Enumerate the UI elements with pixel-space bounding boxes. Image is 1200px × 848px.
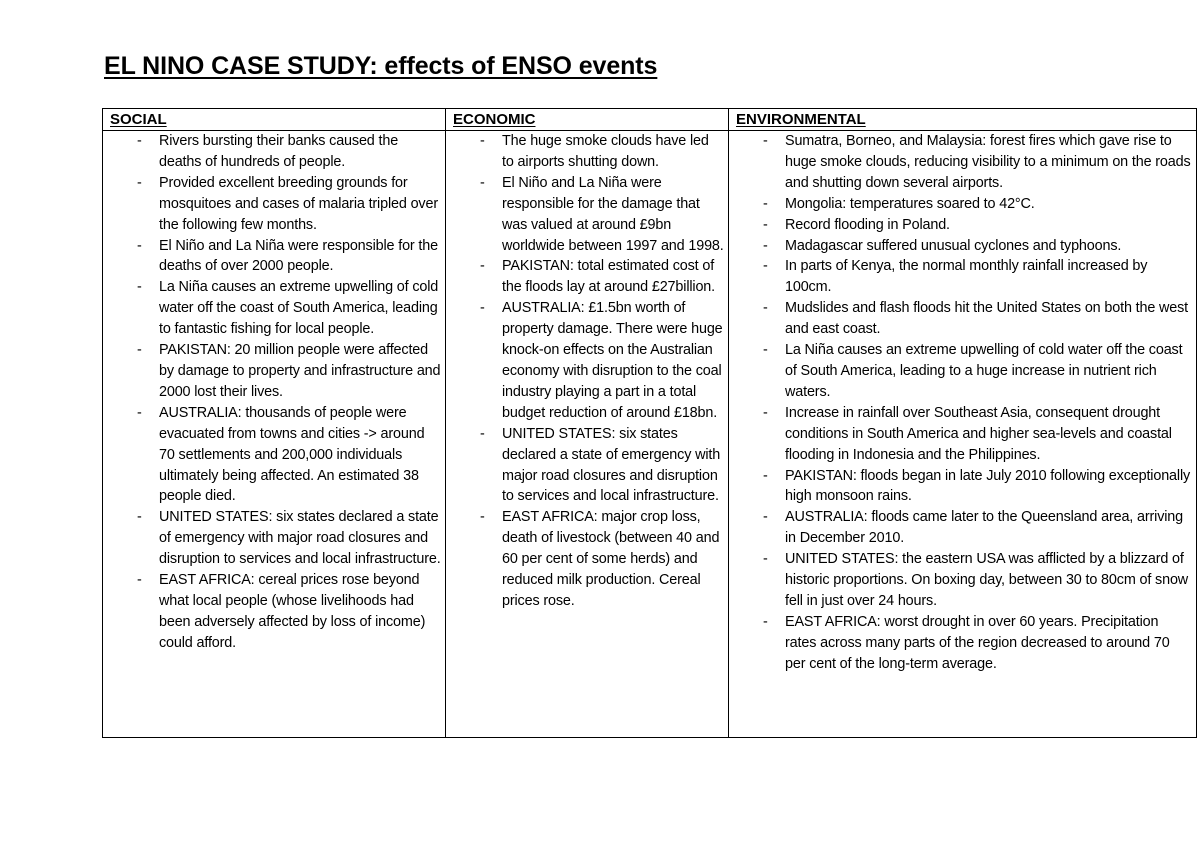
list-item: - PAKISTAN: floods began in late July 2010 following exceptionally high monsoon rains. bbox=[736, 466, 1192, 508]
list-item: - In parts of Kenya, the normal monthly rainfall increased by 100cm. bbox=[736, 256, 1192, 298]
list-item: - Madagascar suffered unusual cyclones and typhoons. bbox=[736, 236, 1192, 257]
list-item: - EAST AFRICA: worst drought in over 60 years. Precipitation rates across many parts of the region decreased to around 70 per cent of the long-term average. bbox=[736, 612, 1192, 675]
list-item: - UNITED STATES: six states declared a state of emergency with major road closures and disruption to services and local infrastructure. bbox=[453, 424, 724, 508]
list-item: - Record flooding in Poland. bbox=[736, 215, 1192, 236]
list-item: - Mudslides and flash floods hit the United States on both the west and east coast. bbox=[736, 298, 1192, 340]
list-item: - AUSTRALIA: floods came later to the Queensland area, arriving in December 2010. bbox=[736, 507, 1192, 549]
header-social: SOCIAL bbox=[103, 109, 446, 131]
list-item: - PAKISTAN: 20 million people were affected by damage to property and infrastructure and 2000 lost their lives. bbox=[110, 340, 441, 403]
content-row bbox=[103, 131, 1197, 738]
list-item: - The huge smoke clouds have led to airports shutting down. bbox=[453, 131, 724, 173]
list-item: - Increase in rainfall over Southeast Asia, consequent drought conditions in South America and higher sea-levels and coastal flooding in Indonesia and the Philippines. bbox=[736, 403, 1192, 466]
list-item: - Provided excellent breeding grounds for mosquitoes and cases of malaria tripled over the following few months. bbox=[110, 173, 441, 236]
list-item: - UNITED STATES: six states declared a state of emergency with major road closures and disruption to services and local infrastructure. bbox=[110, 507, 441, 570]
list-item: - La Niña causes an extreme upwelling of cold water off the coast of South America, leading to a huge increase in nutrient rich waters. bbox=[736, 340, 1192, 403]
list-item: - Rivers bursting their banks caused the deaths of hundreds of people. bbox=[110, 131, 441, 173]
list-item: - Sumatra, Borneo, and Malaysia: forest fires which gave rise to huge smoke clouds, reducing visibility to a minimum on the roads and shutting down several airports. bbox=[736, 131, 1192, 194]
list-item: - La Niña causes an extreme upwelling of cold water off the coast of South America, leading to fantastic fishing for local people. bbox=[110, 277, 441, 340]
header-row bbox=[103, 109, 1197, 131]
social-list bbox=[110, 131, 441, 654]
environmental-cell bbox=[729, 131, 1197, 738]
social-cell bbox=[103, 131, 446, 738]
page-title: EL NINO CASE STUDY: effects of ENSO events bbox=[104, 52, 658, 80]
header-economic: ECONOMIC bbox=[446, 109, 729, 131]
list-item: - EAST AFRICA: major crop loss, death of livestock (between 40 and 60 per cent of some herds) and reduced milk production. Cereal prices rose. bbox=[453, 507, 724, 612]
enso-effects-table bbox=[102, 108, 1197, 738]
list-item: - UNITED STATES: the eastern USA was afflicted by a blizzard of historic proportions. On boxing day, between 30 to 80cm of snow fell in just over 24 hours. bbox=[736, 549, 1192, 612]
list-item: - AUSTRALIA: thousands of people were evacuated from towns and cities -> around 70 settlements and 200,000 individuals ultimately being affected. An estimated 38 people died. bbox=[110, 403, 441, 508]
list-item: - El Niño and La Niña were responsible for the damage that was valued at around £9bn worldwide between 1997 and 1998. bbox=[453, 173, 724, 257]
economic-cell bbox=[446, 131, 729, 738]
economic-list bbox=[453, 131, 724, 612]
list-item: - El Niño and La Niña were responsible for the deaths of over 2000 people. bbox=[110, 236, 441, 278]
list-item: - AUSTRALIA: £1.5bn worth of property damage. There were huge knock-on effects on the Australian economy with disruption to the coal industry playing a part in a total budget reduction of around £18bn. bbox=[453, 298, 724, 423]
header-environmental: ENVIRONMENTAL bbox=[729, 109, 1197, 131]
list-item: - EAST AFRICA: cereal prices rose beyond what local people (whose livelihoods had been adversely affected by loss of income) could afford. bbox=[110, 570, 441, 654]
list-item: - PAKISTAN: total estimated cost of the floods lay at around £27billion. bbox=[453, 256, 724, 298]
list-item: - Mongolia: temperatures soared to 42°C. bbox=[736, 194, 1192, 215]
environmental-list bbox=[736, 131, 1192, 675]
